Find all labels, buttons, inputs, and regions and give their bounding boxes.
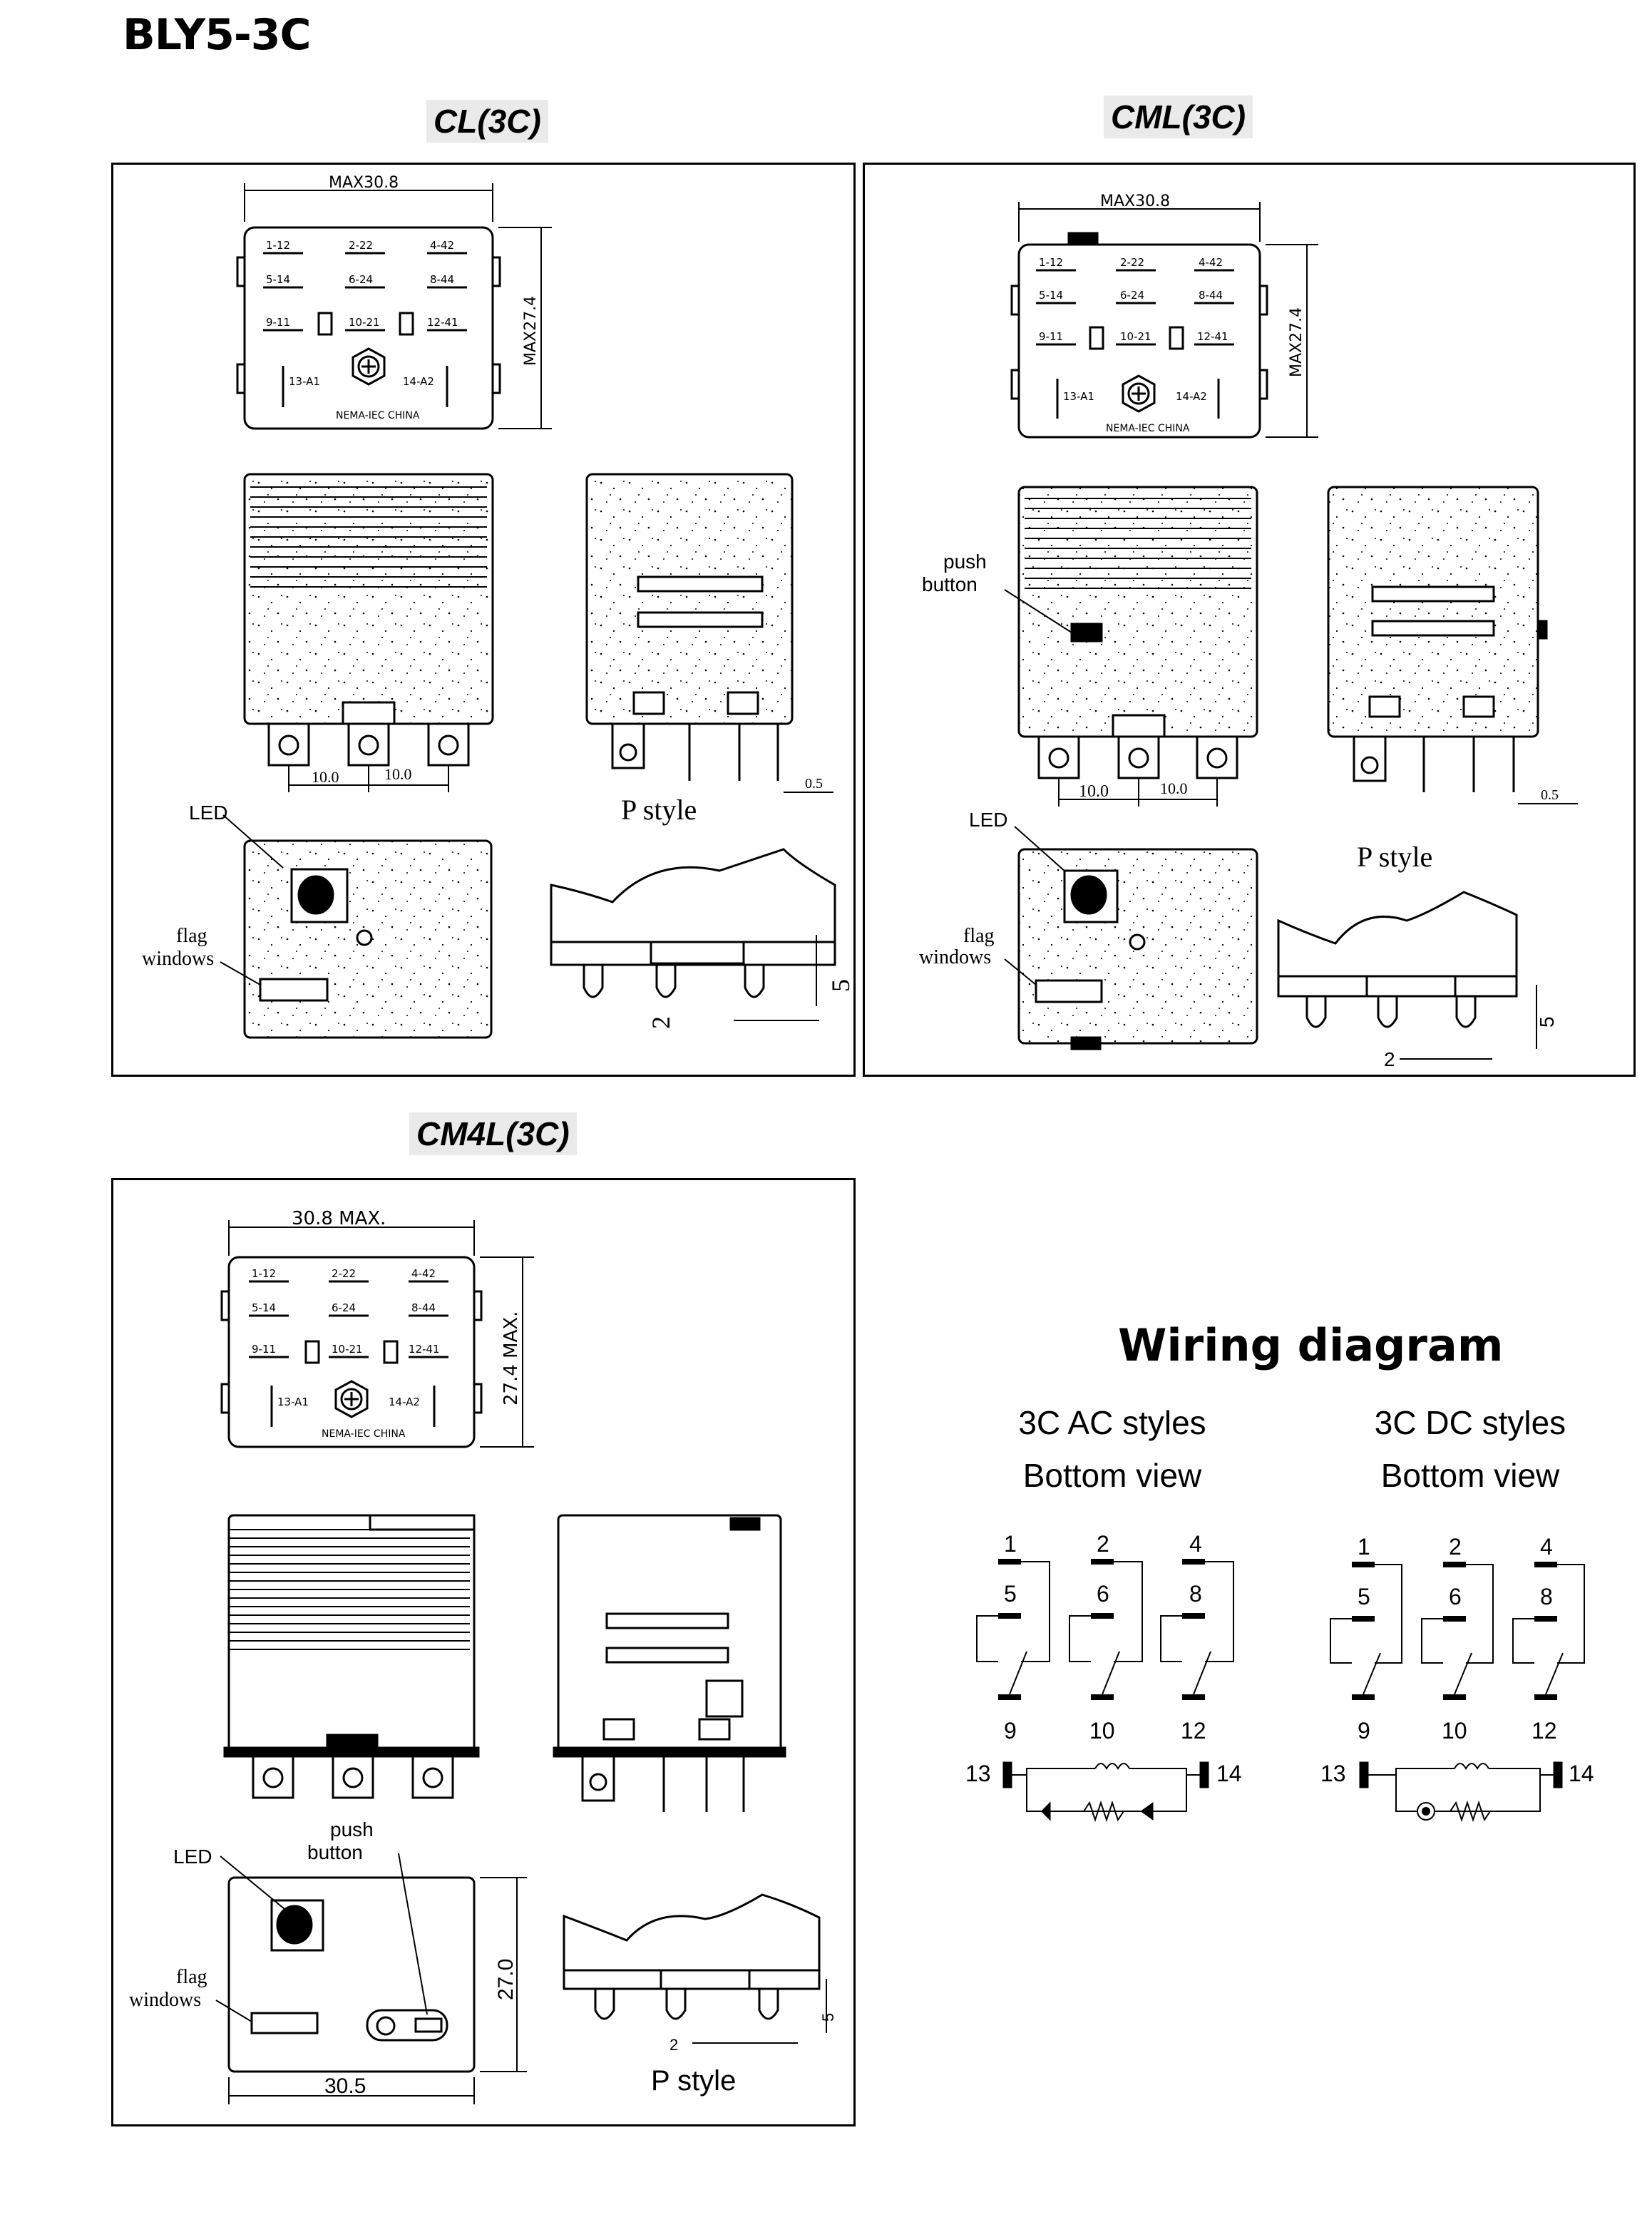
cml-height-dim: MAX27.4	[1288, 307, 1305, 377]
cml-push-label-1: push	[943, 551, 987, 573]
cml-p-style: P style	[1357, 841, 1433, 873]
dc-coil	[1360, 1763, 1561, 1820]
wiring-ac-label-1: 3C AC styles	[1018, 1404, 1206, 1441]
cm4l-flag-label-2: windows	[129, 1989, 202, 2011]
dc-pin-5: 5	[1358, 1584, 1370, 1609]
panel-title-cl: CL(3C)	[426, 100, 548, 143]
cml-marking: NEMA-IEC CHINA	[1106, 423, 1190, 434]
dc-pin-2: 2	[1449, 1534, 1462, 1560]
cm4l-term-1: 1-12	[252, 1267, 277, 1280]
cml-profile-dim-1: 5	[1536, 1016, 1558, 1028]
cm4l-term-9: 12-41	[409, 1343, 440, 1356]
dc-pin-8: 8	[1540, 1584, 1553, 1609]
cl-term-4: 5-14	[266, 273, 291, 286]
cm4l-push-label-2: button	[307, 1841, 363, 1863]
cm4l-term-10: 13-A1	[277, 1396, 309, 1408]
cml-term-6: 8-44	[1199, 289, 1223, 302]
ac-pin-14: 14	[1216, 1761, 1242, 1786]
cml-term-2: 2-22	[1120, 256, 1145, 269]
ac-pin-6: 6	[1097, 1581, 1109, 1607]
ac-pin-1: 1	[1004, 1531, 1017, 1557]
dc-pin-12: 12	[1532, 1718, 1557, 1744]
cl-term-1: 1-12	[266, 239, 291, 252]
ac-pin-2: 2	[1097, 1531, 1109, 1557]
cml-term-4: 5-14	[1039, 289, 1064, 302]
cm4l-push-label-1: push	[330, 1818, 374, 1841]
cm4l-p-style: P style	[651, 2065, 737, 2097]
panel-title-cml: CML(3C)	[1104, 96, 1253, 138]
cl-front-dim-2: 10.0	[384, 765, 412, 783]
cl-term-6: 8-44	[430, 273, 455, 286]
cm4l-flag-label-1: flag	[176, 1966, 207, 1988]
wiring-title: Wiring diagram	[1118, 1319, 1504, 1371]
cm4l-term-11: 14-A2	[389, 1396, 420, 1408]
wiring-ac-label-2: Bottom view	[1022, 1457, 1202, 1494]
ac-pin-13: 13	[965, 1761, 991, 1786]
cm4l-led-label: LED	[173, 1846, 212, 1868]
cm4l-profile-dim-1: 5	[819, 2012, 837, 2022]
cml-term-8: 10-21	[1120, 330, 1151, 343]
cml-width-dim: MAX30.8	[1100, 193, 1171, 210]
dc-pin-13: 13	[1320, 1761, 1346, 1786]
ac-pin-4: 4	[1189, 1531, 1202, 1557]
ac-pin-5: 5	[1004, 1581, 1017, 1607]
wiring-dc-label-2: Bottom view	[1380, 1457, 1560, 1494]
cl-profile-dim-1: 5	[826, 979, 855, 992]
cm4l-bottom-height: 27.0	[494, 1958, 518, 2000]
cl-side-dim: 0.5	[805, 776, 823, 792]
ac-pin-10: 10	[1089, 1718, 1115, 1744]
cml-led-label: LED	[969, 809, 1008, 831]
cl-marking: NEMA-IEC CHINA	[336, 410, 420, 421]
cm4l-width-dim: 30.8 MAX.	[292, 1208, 386, 1229]
dc-pin-10: 10	[1442, 1718, 1467, 1744]
cml-flag-label-1: flag	[963, 925, 995, 947]
cl-term-8: 10-21	[349, 316, 380, 329]
panel-title-cm4l: CM4L(3C)	[409, 1112, 577, 1155]
cl-width-dim: MAX30.8	[329, 174, 399, 192]
cl-term-7: 9-11	[266, 316, 291, 329]
cm4l-term-7: 9-11	[252, 1343, 277, 1356]
cml-term-9: 12-41	[1197, 330, 1228, 343]
cm4l-term-4: 5-14	[252, 1301, 277, 1314]
cml-term-11: 14-A2	[1176, 390, 1207, 403]
cm4l-term-5: 6-24	[332, 1301, 356, 1314]
cml-front-dim-2: 10.0	[1160, 779, 1188, 797]
cm4l-bottom-width: 30.5	[324, 2074, 366, 2098]
cl-term-3: 4-42	[430, 239, 455, 252]
cml-side-dim: 0.5	[1541, 787, 1559, 803]
cl-term-10: 13-A1	[289, 375, 320, 388]
cml-term-1: 1-12	[1039, 256, 1064, 269]
cl-term-2: 2-22	[349, 239, 374, 252]
ac-pin-8: 8	[1189, 1581, 1202, 1607]
dc-pin-1: 1	[1358, 1534, 1370, 1560]
cml-term-3: 4-42	[1199, 256, 1223, 269]
cml-term-5: 6-24	[1120, 289, 1145, 302]
cl-flag-label-2: windows	[142, 948, 215, 970]
dc-pin-6: 6	[1449, 1584, 1462, 1609]
cl-led-label: LED	[189, 802, 228, 824]
dc-contacts	[1330, 1562, 1584, 1700]
ac-pin-9: 9	[1004, 1718, 1017, 1744]
cl-front-dim-1: 10.0	[312, 768, 339, 786]
cml-push-label-2: button	[922, 573, 978, 595]
wiring-dc-label-1: 3C DC styles	[1374, 1404, 1566, 1441]
dc-pin-14: 14	[1569, 1761, 1594, 1786]
cm4l-marking: NEMA-IEC CHINA	[322, 1428, 406, 1440]
dc-pin-9: 9	[1358, 1718, 1370, 1744]
cl-term-5: 6-24	[349, 273, 374, 286]
cl-flag-label-1: flag	[176, 925, 207, 947]
dc-pin-4: 4	[1540, 1534, 1553, 1560]
ac-pin-12: 12	[1181, 1718, 1206, 1744]
page-title: BLY5-3C	[123, 10, 311, 60]
cml-term-10: 13-A1	[1063, 390, 1094, 403]
cl-term-9: 12-41	[427, 316, 458, 329]
cm4l-height-dim: 27.4 MAX.	[501, 1311, 522, 1406]
cm4l-term-6: 8-44	[411, 1301, 436, 1314]
cl-term-11: 14-A2	[403, 375, 434, 388]
cm4l-term-2: 2-22	[332, 1267, 356, 1280]
cm4l-profile-dim-2: 2	[669, 2036, 679, 2054]
cl-height-dim: MAX27.4	[522, 295, 540, 366]
cm4l-term-3: 4-42	[411, 1267, 436, 1280]
cml-front-dim-1: 10.0	[1079, 782, 1109, 801]
cm4l-term-8: 10-21	[332, 1343, 363, 1356]
cml-profile-dim-2: 2	[1384, 1048, 1395, 1070]
cl-profile-dim-2: 2	[647, 1016, 675, 1029]
cl-p-style: P style	[621, 794, 697, 826]
cml-flag-label-2: windows	[919, 946, 992, 968]
cml-term-7: 9-11	[1039, 330, 1064, 343]
